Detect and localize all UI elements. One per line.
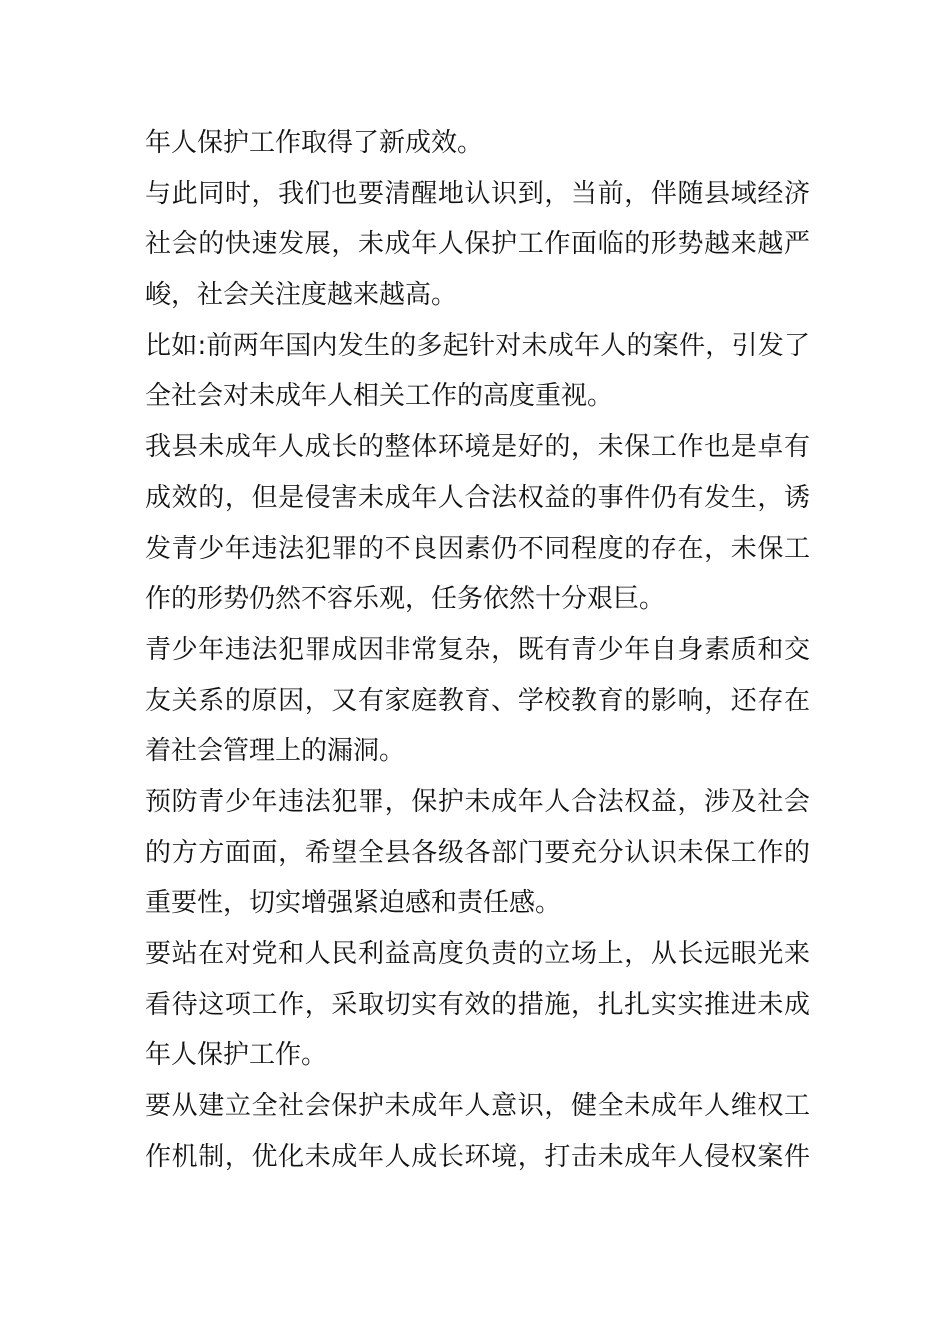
text-line: 作的形势仍然不容乐观，任务依然十分艰巨。 — [145, 584, 666, 615]
text-line: 预防青少年违法犯罪，保护未成年人合法权益，涉及社会 — [145, 786, 810, 817]
text-line: 友关系的原因，又有家庭教育、学校教育的影响，还存在 — [145, 685, 810, 716]
text-line: 作机制，优化未成年人成长环境，打击未成年人侵权案件 — [145, 1141, 810, 1172]
document-body — [145, 118, 810, 1182]
text-line: 着社会管理上的漏洞。 — [145, 736, 406, 767]
text-line: 比如:前两年国内发生的多起针对未成年人的案件，引发了 — [145, 330, 810, 361]
text-line: 发青少年违法犯罪的不良因素仍不同程度的存在，未保工 — [145, 533, 810, 564]
text-line: 年人保护工作取得了新成效。 — [145, 128, 484, 158]
text-line: 我县未成年人成长的整体环境是好的，未保工作也是卓有 — [145, 432, 810, 463]
text-line: 峻，社会关注度越来越高。 — [145, 280, 458, 311]
text-line: 社会的快速发展，未成年人保护工作面临的形势越来越严 — [145, 229, 810, 260]
text-line: 与此同时，我们也要清醒地认识到，当前，伴随县域经济 — [145, 178, 810, 209]
text-line: 要站在对党和人民利益高度负责的立场上，从长远眼光来 — [145, 939, 810, 969]
text-line: 重要性，切实增强紧迫感和责任感。 — [145, 888, 562, 919]
text-line: 看待这项工作，采取切实有效的措施，扎扎实实推进未成 — [145, 989, 810, 1020]
text-line: 成效的，但是侵害未成年人合法权益的事件仍有发生，诱 — [145, 482, 810, 513]
text-line: 全社会对未成年人相关工作的高度重视。 — [145, 381, 614, 412]
text-line: 的方方面面，希望全县各级各部门要充分认识未保工作的 — [145, 837, 810, 868]
text-line: 年人保护工作。 — [145, 1040, 328, 1071]
text-line: 要从建立全社会保护未成年人意识，健全未成年人维权工 — [145, 1091, 810, 1122]
text-line: 青少年违法犯罪成因非常复杂，既有青少年自身素质和交 — [145, 634, 810, 665]
